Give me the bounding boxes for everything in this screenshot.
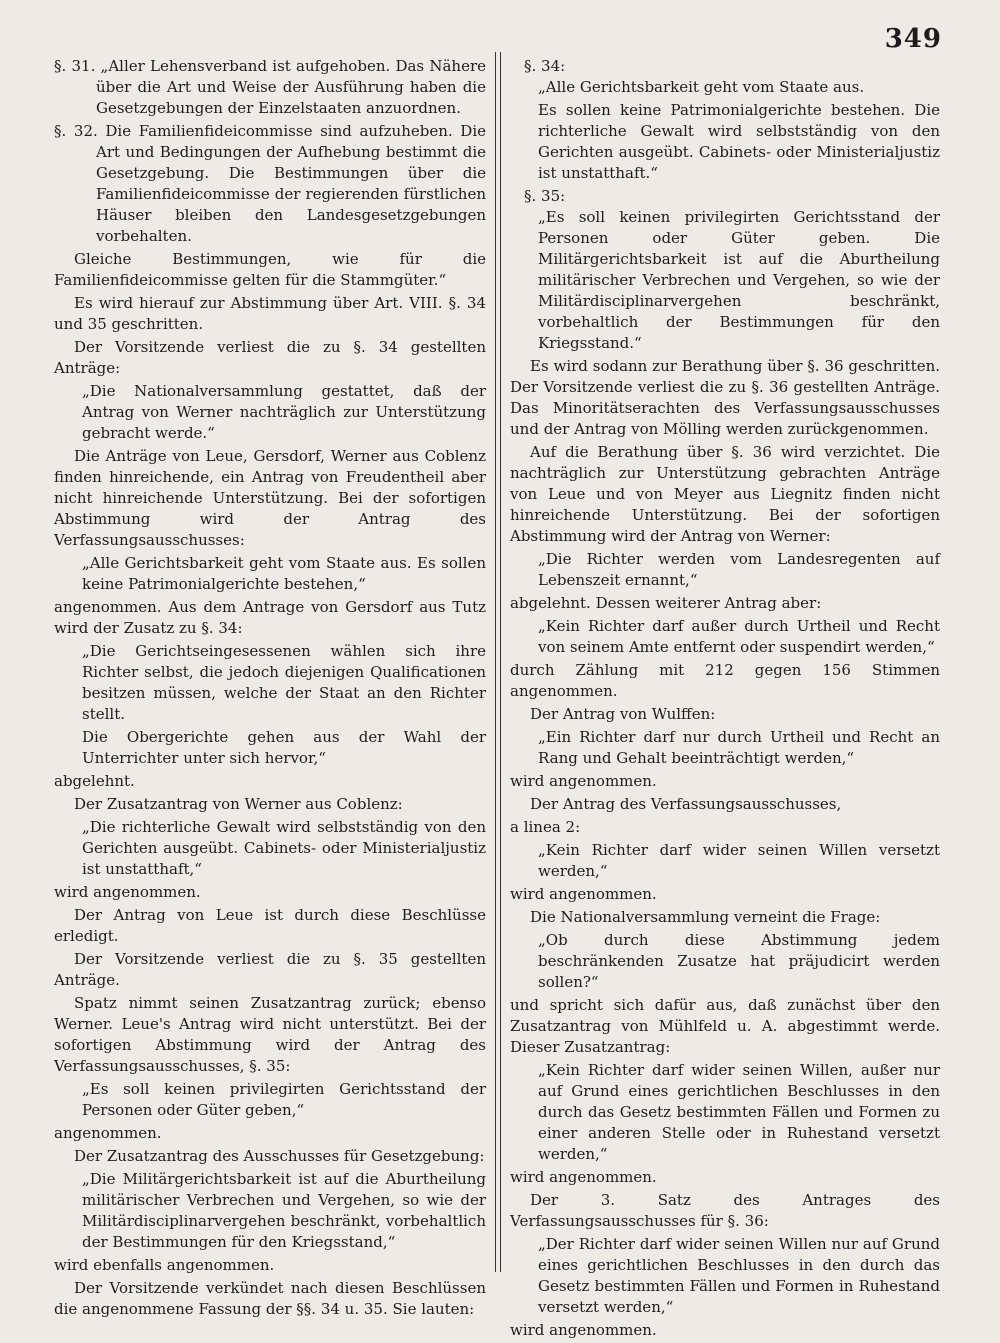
left-paragraph-p32: §. 32. Die Familienfideicommisse sind aufzuheben. Die Art und Bedingungen der Aufhebung bestimmt die Gesetzgebung. Die Bestimmungen über die Familienfideicommisse der regierenden fürstlichen Häuser bleiben den Landesgesetzgebungen vorbehalten. — [54, 122, 486, 245]
right-paragraph-q12: Der Antrag von Wulffen: — [530, 705, 716, 723]
left-paragraph-p32b: Gleiche Bestimmungen, wie für die Familienfideicommisse gelten für die Stammgüter.“ — [54, 250, 486, 289]
right-paragraph-q20: „Ob durch diese Abstimmung jedem beschränkenden Zusatze hat präjudicirt werden sollen?“ — [538, 931, 940, 991]
left-paragraph-p31: §. 31. „Aller Lehensverband ist aufgehoben. Das Nähere über die Art und Weise der Ausführung haben die Gesetzgebungen der Einzelstaaten anzuordnen. — [54, 57, 486, 117]
left-paragraph-p35: „Die Nationalversammlung gestattet, daß der Antrag von Werner nachträglich zur Unterstützung gebracht werde.“ — [82, 382, 486, 442]
right-paragraph-q10: „Kein Richter darf außer durch Urtheil und Recht von seinem Amte entfernt oder suspendirt werden,“ — [538, 617, 940, 656]
left-paragraph-p38: angenommen. Aus dem Antrage von Gersdorf aus Tutz wird der Zusatz zu §. 34: — [54, 598, 486, 637]
left-paragraph-p33: Es wird hierauf zur Abstimmung über Art. VIII. §. 34 und 35 geschritten. — [54, 294, 486, 333]
left-paragraph-p40: Die Obergerichte gehen aus der Wahl der Unterrichter unter sich hervor,“ — [82, 728, 486, 767]
left-paragraph-p43: „Die richterliche Gewalt wird selbstständig von den Gerichten ausgeübt. Cabinets- oder Ministerialjustiz ist unstatthaft,“ — [82, 818, 486, 878]
left-paragraph-p53: Der Vorsitzende verkündet nach diesen Beschlüssen die angenommene Fassung der §§. 34 u. 35. Sie lauten: — [54, 1279, 486, 1318]
left-paragraph-p51: „Die Militärgerichtsbarkeit ist auf die Aburtheilung militärischer Verbrechen und Vergehen, so wie der Militärdisciplinarvergehen beschränkt, vorbehaltlich der Bestimmungen für den Kriegsstand,“ — [82, 1170, 486, 1251]
right-paragraph-q24: Der 3. Satz des Antrages des Verfassungsausschusses für §. 36: — [510, 1191, 940, 1230]
left-paragraph-p41: abgelehnt. — [54, 772, 135, 790]
column-divider — [495, 52, 501, 1272]
left-paragraph-p39: „Die Gerichtseingesessenen wählen sich ihre Richter selbst, die jedoch diejenigen Qualificationen besitzen müssen, welche der Staat an den Richter stellt. — [82, 642, 486, 723]
left-paragraph-p46: Der Vorsitzende verliest die zu §. 35 gestellten Anträge. — [54, 950, 486, 989]
right-paragraph-q22: „Kein Richter darf wider seinen Willen, außer nur auf Grund eines gerichtlichen Beschlusses in den durch das Gesetz bestimmten Fällen und Formen zu einer anderen Stelle oder in Ruhestand versetzt werden,“ — [538, 1061, 940, 1163]
right-paragraph-q23: wird angenommen. — [510, 1168, 657, 1186]
right-paragraph-q17: „Kein Richter darf wider seinen Willen versetzt werden,“ — [538, 841, 940, 880]
right-paragraph-q16: a linea 2: — [510, 818, 581, 836]
right-paragraph-q4: §. 35: — [524, 187, 566, 205]
page-number: 349 — [884, 24, 942, 54]
right-paragraph-q7: Auf die Berathung über §. 36 wird verzichtet. Die nachträglich zur Unterstützung gebrachten Anträge von Leue und von Meyer aus Liegnitz finden nicht hinreichende Unterstützung. Bei der sofortigen Abstimmung wird der Antrag von Werner: — [510, 443, 940, 545]
right-paragraph-q18: wird angenommen. — [510, 885, 657, 903]
left-paragraph-p37: „Alle Gerichtsbarkeit geht vom Staate aus. Es sollen keine Patrimonialgerichte bestehen,“ — [82, 554, 486, 593]
right-paragraph-q19: Die Nationalversammlung verneint die Frage: — [530, 908, 881, 926]
right-column — [510, 56, 940, 1343]
right-paragraph-q21: und spricht sich dafür aus, daß zunächst über den Zusatzantrag von Mühlfeld u. A. abgestimmt werde. Dieser Zusatzantrag: — [510, 996, 940, 1056]
right-paragraph-q11: durch Zählung mit 212 gegen 156 Stimmen angenommen. — [510, 661, 940, 700]
left-column — [54, 56, 486, 1322]
right-paragraph-q15: Der Antrag des Verfassungsausschusses, — [530, 795, 842, 813]
right-paragraph-q26: wird angenommen. — [510, 1321, 657, 1339]
left-paragraph-p48: „Es soll keinen privilegirten Gerichtsstand der Personen oder Güter geben,“ — [82, 1080, 486, 1119]
left-paragraph-p44: wird angenommen. — [54, 883, 201, 901]
right-paragraph-q5: „Es soll keinen privilegirten Gerichtsstand der Personen oder Güter geben. Die Militärgerichtsbarkeit ist auf die Aburtheilung militärischer Verbrechen und Vergehen, so wie der Militärdisciplinarvergehen beschränkt, vorbehaltlich der Bestimmungen für den Kriegsstand.“ — [538, 208, 940, 352]
right-paragraph-q14: wird angenommen. — [510, 772, 657, 790]
left-paragraph-p52: wird ebenfalls angenommen. — [54, 1256, 275, 1274]
left-paragraph-p34: Der Vorsitzende verliest die zu §. 34 gestellten Anträge: — [54, 338, 486, 377]
left-paragraph-p36: Die Anträge von Leue, Gersdorf, Werner aus Coblenz finden hinreichende, ein Antrag von Freudentheil aber nicht hinreichende Unterstützung. Bei der sofortigen Abstimmung wird der Antrag des Verfassungsausschusses: — [54, 447, 486, 549]
right-paragraph-q2: „Alle Gerichtsbarkeit geht vom Staate aus. — [538, 78, 865, 96]
right-paragraph-q9: abgelehnt. Dessen weiterer Antrag aber: — [510, 594, 822, 612]
right-paragraph-q6: Es wird sodann zur Berathung über §. 36 geschritten. Der Vorsitzende verliest die zu §. 36 gestellten Anträge. Das Minoritätserachten des Verfassungsausschusses und der Antrag von Mölling werden zurückgenommen. — [510, 357, 940, 438]
left-paragraph-p45: Der Antrag von Leue ist durch diese Beschlüsse erledigt. — [54, 906, 486, 945]
right-paragraph-q13: „Ein Richter darf nur durch Urtheil und Recht an Rang und Gehalt beeinträchtigt werden,“ — [538, 728, 940, 767]
right-paragraph-q8: „Die Richter werden vom Landesregenten auf Lebenszeit ernannt,“ — [538, 550, 940, 589]
right-paragraph-q1: §. 34: — [524, 57, 566, 75]
left-paragraph-p42: Der Zusatzantrag von Werner aus Coblenz: — [74, 795, 403, 813]
left-paragraph-p49: angenommen. — [54, 1124, 162, 1142]
left-paragraph-p50: Der Zusatzantrag des Ausschusses für Gesetzgebung: — [74, 1147, 485, 1165]
left-paragraph-p47: Spatz nimmt seinen Zusatzantrag zurück; ebenso Werner. Leue's Antrag wird nicht unterstützt. Bei der sofortigen Abstimmung wird der Antrag des Verfassungsausschusses, §. 35: — [54, 994, 486, 1075]
right-paragraph-q3: Es sollen keine Patrimonialgerichte bestehen. Die richterliche Gewalt wird selbstständig von den Gerichten ausgeübt. Cabinets- oder Ministerialjustiz ist unstatthaft.“ — [538, 101, 940, 182]
right-paragraph-q25: „Der Richter darf wider seinen Willen nur auf Grund eines gerichtlichen Beschlusses in den durch das Gesetz bestimmten Fällen und Formen in Ruhestand versetzt werden,“ — [538, 1235, 940, 1316]
